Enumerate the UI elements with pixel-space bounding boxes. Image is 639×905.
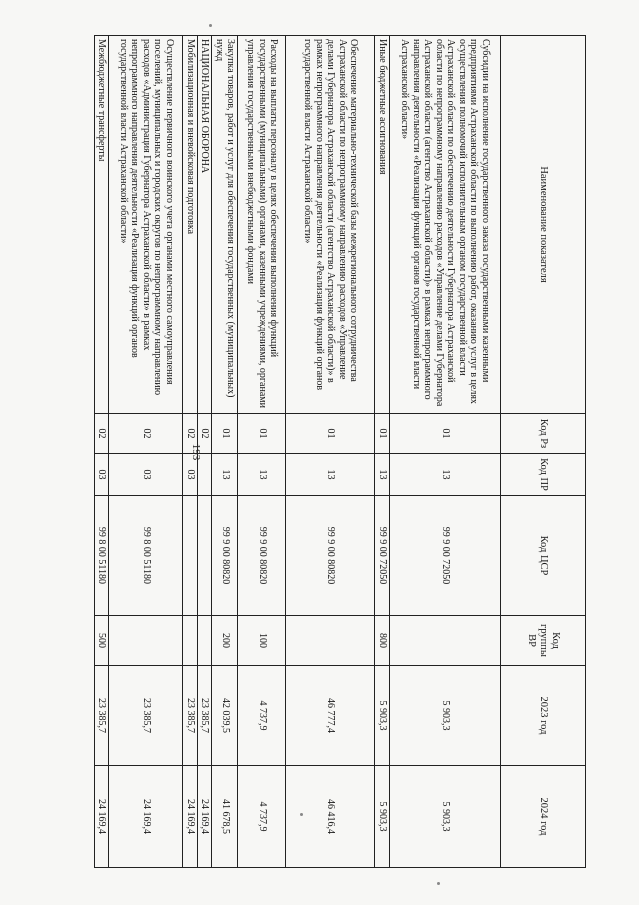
cell-csr bbox=[198, 496, 213, 616]
header-name: Наименование показателя bbox=[501, 36, 586, 414]
cell-name: Обеспечение материально-технической базы межрегионального сотрудничества Астраханской области по непрограммному направлению расходов «Управление делами Губернатора Астраханской области (агентство Астраханской области)» в рамках непрограммного направления деятельности «Реализация функций органов государственной власти Астраханской области» bbox=[286, 36, 375, 414]
cell-name: Расходы на выплаты персоналу в целях обеспечения выполнения функций государственными (муниципальными) органами, казенными учреждениями, органами управления государственными внебюджетными фондами bbox=[238, 36, 286, 414]
cell-name: НАЦИОНАЛЬНАЯ ОБОРОНА bbox=[198, 36, 213, 414]
cell-2023: 46 777,4 bbox=[286, 666, 375, 766]
table-row bbox=[375, 36, 390, 868]
cell-2024: 24 169,4 bbox=[95, 766, 110, 868]
cell-vr: 500 bbox=[95, 616, 110, 666]
cell-csr: 99 9 00 80820 bbox=[286, 496, 375, 616]
table-row bbox=[183, 36, 198, 868]
cell-2023: 5 903,3 bbox=[375, 666, 390, 766]
cell-2023: 23 385,7 bbox=[109, 666, 183, 766]
cell-rz: 01 bbox=[212, 414, 238, 454]
cell-2024: 24 169,4 bbox=[183, 766, 198, 868]
page-number: 193 bbox=[190, 443, 202, 461]
cell-csr: 99 9 00 80820 bbox=[238, 496, 286, 616]
table-body bbox=[95, 36, 501, 868]
cell-vr bbox=[109, 616, 183, 666]
cell-pr: 03 bbox=[183, 454, 198, 496]
cell-name: Мобилизационная и вневойсковая подготовка bbox=[183, 36, 198, 414]
scan-speck bbox=[209, 24, 212, 27]
budget-table bbox=[94, 35, 586, 868]
cell-vr: 200 bbox=[212, 616, 238, 666]
cell-rz: 01 bbox=[286, 414, 375, 454]
cell-pr: 03 bbox=[95, 454, 110, 496]
cell-csr bbox=[183, 496, 198, 616]
cell-name: Закупка товаров, работ и услуг для обеспечения государственных (муниципальных) нужд bbox=[212, 36, 238, 414]
cell-2024: 41 678,5 bbox=[212, 766, 238, 868]
header-rz: Код Рз bbox=[501, 414, 586, 454]
scan-speck bbox=[437, 882, 440, 885]
cell-2024: 46 416,4 bbox=[286, 766, 375, 868]
header-pr: Код ПР bbox=[501, 454, 586, 496]
cell-csr: 99 9 00 72050 bbox=[390, 496, 501, 616]
cell-rz: 01 bbox=[238, 414, 286, 454]
cell-2024: 5 903,3 bbox=[390, 766, 501, 868]
table-header-row bbox=[501, 36, 586, 868]
cell-2024: 24 169,4 bbox=[109, 766, 183, 868]
cell-2023: 23 385,7 bbox=[95, 666, 110, 766]
cell-csr: 99 9 00 72050 bbox=[375, 496, 390, 616]
cell-pr: 13 bbox=[286, 454, 375, 496]
cell-vr bbox=[390, 616, 501, 666]
cell-rz: 02 bbox=[109, 414, 183, 454]
cell-rz: 01 bbox=[375, 414, 390, 454]
cell-name: Осуществление первичного воинского учета органами местного самоуправления поселений, муниципальных и городских округов по непрограммному направлению расходов «Администрация Губернатора Астраханской области» в рамках непрограммного направления деятельности «Реализация функций органов государственной власти Астраханской области» bbox=[109, 36, 183, 414]
cell-pr: 13 bbox=[375, 454, 390, 496]
cell-vr: 100 bbox=[238, 616, 286, 666]
header-csr: Код ЦСР bbox=[501, 496, 586, 616]
cell-2023: 4 737,9 bbox=[238, 666, 286, 766]
cell-rz: 02 bbox=[183, 414, 198, 454]
cell-vr bbox=[198, 616, 213, 666]
cell-pr bbox=[198, 454, 213, 496]
cell-name: Межбюджетные трансферты bbox=[95, 36, 110, 414]
table-row bbox=[212, 36, 238, 868]
cell-csr: 99 8 00 51180 bbox=[109, 496, 183, 616]
header-2023: 2023 год bbox=[501, 666, 586, 766]
cell-pr: 13 bbox=[238, 454, 286, 496]
table-row bbox=[238, 36, 286, 868]
cell-csr: 99 8 00 51180 bbox=[95, 496, 110, 616]
cell-2024: 5 903,3 bbox=[375, 766, 390, 868]
cell-2024: 24 169,4 bbox=[198, 766, 213, 868]
header-vr: Код группы ВР bbox=[501, 616, 586, 666]
rotated-page bbox=[96, 35, 586, 867]
cell-vr bbox=[286, 616, 375, 666]
header-2024: 2024 год bbox=[501, 766, 586, 868]
table-row bbox=[109, 36, 183, 868]
cell-pr: 13 bbox=[390, 454, 501, 496]
cell-2023: 42 039,5 bbox=[212, 666, 238, 766]
cell-pr: 13 bbox=[212, 454, 238, 496]
cell-vr bbox=[183, 616, 198, 666]
cell-2023: 23 385,7 bbox=[198, 666, 213, 766]
cell-rz: 02 bbox=[95, 414, 110, 454]
cell-name: Иные бюджетные ассигнования bbox=[375, 36, 390, 414]
table-row bbox=[286, 36, 375, 868]
table-row bbox=[390, 36, 501, 868]
cell-2023: 5 903,3 bbox=[390, 666, 501, 766]
scan-speck bbox=[300, 813, 303, 816]
table-row bbox=[95, 36, 110, 868]
cell-pr: 03 bbox=[109, 454, 183, 496]
cell-2024: 4 737,9 bbox=[238, 766, 286, 868]
cell-rz: 01 bbox=[390, 414, 501, 454]
table-row bbox=[198, 36, 213, 868]
cell-csr: 99 9 00 80820 bbox=[212, 496, 238, 616]
cell-name: Субсидии на исполнение государственного заказа государственными казенными предприятиями Астраханской области по выполнению работ, оказанию услуг в целях осуществления полномочий исполнительным органом государственной власти Астраханской области по обеспечению деятельности Губернатора Астраханской области по непрограммному направлению расходов «Управление делами Губернатора Астраханской области (агентство Астраханской области)» в рамках непрограммного направления деятельности «Реализация функций органов государственной власти Астраханской области» bbox=[390, 36, 501, 414]
cell-vr: 800 bbox=[375, 616, 390, 666]
budget-table-container bbox=[96, 35, 586, 867]
cell-rz: 02 bbox=[198, 414, 213, 454]
cell-2023: 23 385,7 bbox=[183, 666, 198, 766]
